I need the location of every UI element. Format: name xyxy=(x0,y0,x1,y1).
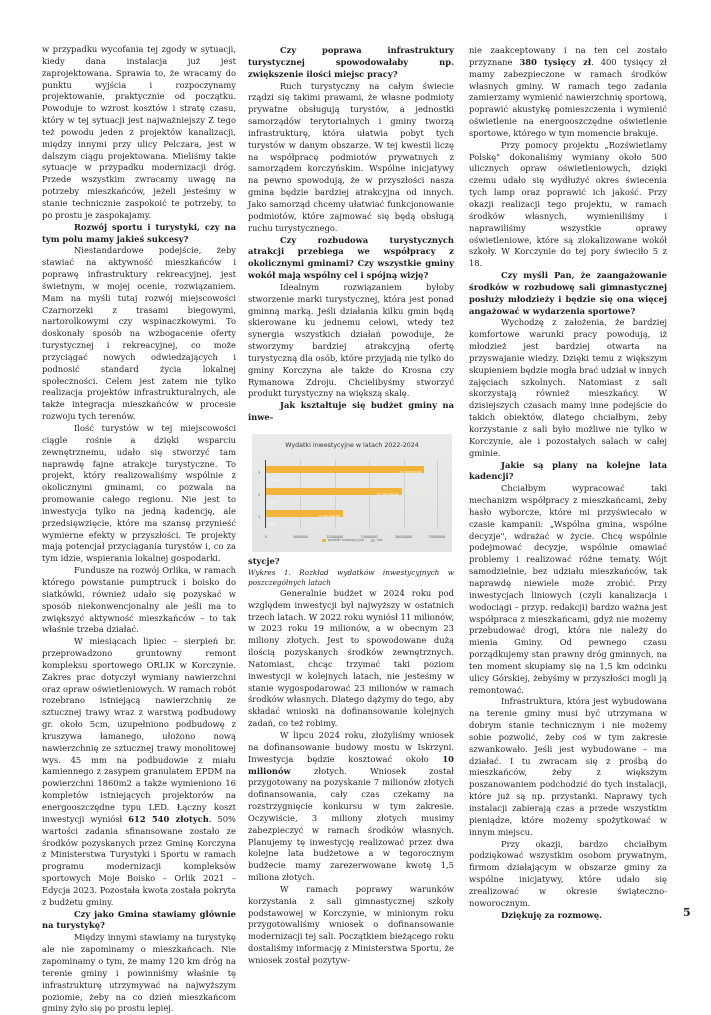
legend-label: wydatki inwestycyjne xyxy=(327,538,364,543)
bar-2022 xyxy=(266,510,343,517)
legend-swatch xyxy=(371,539,375,542)
article-column-1 xyxy=(42,44,236,1015)
bar-2024 xyxy=(266,466,424,473)
chart-caption: Wykres 1. Rozkład wydatków inwestycyjnych w poszczególnych latach xyxy=(248,567,454,587)
paragraph: Wychodzę z założenia, że bardziej komfortowe warunki pracy powodują, iż młodzież jest bardziej otwarta na przyswajanie wiedzy. Dzięki temu z większym skupieniem będzie mogła brać udział w innych zajęciach szkolnych. Natomiast z sali skorzystają również mieszkańcy. W dzisiejszych czasach mamy inne podejście do takich obiektów, dlatego chciałbym, żeby korzystanie z sali było możliwe nie tylko w Korczynie, ale i pozostałych salach w całej gminie. xyxy=(469,317,667,458)
interview-question: Czy rozbudowa turystycznych atrakcji przebiega we współpracy z okolicznymi gminami? Czy wszystkie gminy wokół mają wspólny cel i spójną wizję? xyxy=(248,234,454,281)
text: złotych. Wniosek został przygotowany na pozyskanie 7 milionów złotych dofinansowania, cały czas czekamy na rozstrzygnięcie konkursu w tym zakresie. Oczywiście, 3 miliony złotych musimy zabezpieczyć w ramach środków własnych. Planujemy tę inwestycję realizować przez dwa kolejne lata budżetowe a w tegorocznym budżecie mamy zarezerwowane kwotę 1,5 miliona złotych. xyxy=(248,765,454,883)
interview-question: Jakie są plany na kolejne lata kadencji? xyxy=(469,459,667,482)
paragraph: Niestandardowe podejście, żeby stawiać na aktywność mieszkańców i poprawę infrastruktury rekreacyjnej, jest świetnym, w mojej ocenie, rozwiązaniem. Mam na myśli tutaj rozwój miejscowości Czarnorzeki z trasami biegowymi, nartorolkowymi czy wspinaczkowymi. To doskonały sposób na wzbogacenie oferty turystycznej i rekreacyjnej, co może przyciągać nowych odwiedzających i podnosić standard życia lokalnej społeczności. Celem jest zatem nie tylko realizacja projektów infrastrukturalnych, ale także integracja mieszkańców w procesie rozwoju tych terenów. xyxy=(42,245,236,422)
paragraph: Idealnym rozwiązaniem byłoby stworzenie marki turystycznej, która jest ponad gminną marką. Jeśli działania kilku gmin będą skierowane ku jednemu celowi, wtedy też synergia wszystkich działań powoduje, że stworzymy bardziej atrakcyjną ofertę turystyczną dla osób, które przyjadą nie tylko do gminy Korczyna ale także do Krosna czy Rymanowa Zdroju. Chcielibyśmy stworzyć produkt turystyczny na większą skalę. xyxy=(248,281,454,399)
article-column-3 xyxy=(469,45,667,921)
interview-question: Rozwój sportu i turystyki, czy na tym polu mamy jakieś sukcesy? xyxy=(42,221,236,244)
closing-remark: Dziękuję za rozmowę. xyxy=(501,909,603,920)
category-label: 3 xyxy=(258,471,261,475)
investment-bar-chart xyxy=(252,434,452,552)
paragraph: Przy pomocy projektu „Rozświetlamy Polskę" dokonaliśmy wymiany około 500 ulicznych opraw oświetleniowych, dzięki czemu udało się wydłużyć okres świecenia tych lamp oraz poprawić ich jakość. Przy okazji realizacji tego projektu, w ramach środków własnych, wymieniliśmy i naprawiliśmy wszystkie oprawy oświetleniowe, które są zlokalizowane wokół szkoły. W Korczynie do tej pory świeciło 5 z 18. xyxy=(469,139,667,269)
highlight-amount: 380 tysięcy zł xyxy=(519,56,592,67)
chart-plot-area xyxy=(258,460,446,539)
x-tick-label: 25000000 xyxy=(428,535,446,539)
paragraph xyxy=(248,730,454,884)
x-tick-label: 5000000 xyxy=(293,535,308,539)
bar-year-label: 2023 xyxy=(269,500,277,504)
legend-swatch xyxy=(322,539,326,542)
interview-question: Czy poprawa infrastruktury turystycznej spowodowałaby np. zwiększenie ilości miejsc pracy? xyxy=(248,45,454,79)
interview-question: stycje? xyxy=(248,556,280,566)
paragraph: Generalnie budżet w 2024 roku pod względem inwestycji był najwyższy w ostatnich trzech latach. W 2022 roku wyniósł 11 milionów, w 2023 roku 19 milionów, a w obecnym 23 miliony złotych. Jest to spowodowane dużą ilością pozyskanych środków zewnętrznych. Natomiast, chcąc trzymać taki poziom inwestycji w kolejnych latach, nie jesteśmy w stanie wygospodarować 23 milionów w ramach środków własnych. Dlatego dążymy do tego, aby składać wnioski na dofinansowanie kolejnych zadań, co też robimy. xyxy=(248,587,454,729)
paragraph: Między innymi stawiamy na turystykę ale nie zapominamy o mieszkańcach. Nie zapominamy o tym, że mamy 120 km dróg na terenie gminy i powinniśmy właśnie tę infrastrukturę utrzymywać na najwyższym poziomie, żeby na co dzień mieszkańcom gminy żyło się po prostu lepiej. xyxy=(42,932,236,1014)
paragraph: Fundusze na rozwój Orlika, w ramach którego powstanie pumptruck i boisko do siatkówki, również udało się pozyskać w sposób niekonwencjonalny ale jeśli ma to zwiększyć aktywność mieszkańców – to tak właśnie trzeba działać. xyxy=(42,565,236,635)
category-label: 2 xyxy=(258,493,261,497)
article-column-2 xyxy=(248,45,454,967)
text: nie zaakceptowany i na ten cel zostało przyznane xyxy=(469,45,667,67)
interview-question: Jak kształtuje się budżet gminy na inwe- xyxy=(248,400,454,423)
bar-year-label: 2022 xyxy=(269,522,277,526)
bar-year-label: 2024 xyxy=(269,478,277,482)
text: W miesiącach lipiec – sierpień br. przeprowadzono gruntowny remont kompleksu sportowego ORLIK w Korczynie. Zakres prac dotyczył wymiany nawierzchni oraz opraw oświetleniowych. W ramach robót rozebrano istniejącą nawierzchnię ze sztucznej trawy wraz z warstwą podbudowy gr. około 5cm, uzupełniono podbudowę z kruszywa łamanego, ułożono nową nawierzchnię ze sztucznej trawy monolitowej wys. 45 mm na podbudowie z miału kamiennego z zasypem granulatem EPDM na powierzchni 1860m2 a także wymieniono 16 kompletów istniejących projektorów na energooszczędne typu LED. Łączny koszt inwestycji wyniósł xyxy=(42,636,236,824)
bar-value-label: 19 700 000,00 xyxy=(376,492,399,496)
legend-label: rok xyxy=(377,538,383,543)
x-tick-label: 10000000 xyxy=(326,535,344,539)
highlight-amount: 10 milionów xyxy=(248,753,454,776)
bar-value-label: 23 000 000,00 xyxy=(399,470,422,474)
x-tick-label: 0 xyxy=(264,535,268,539)
text: . 400 tysięcy zł mamy zabezpieczone w ramach środków własnych gminy. W ramach tego zadania zamierzamy wymienić nawierzchnię sportową, poprawić akustykę pomieszczenia i wymienić oświetlenie na energooszczędne oświetlenie sportowe, którego w tym momencie brakuje. xyxy=(469,56,667,138)
paragraph xyxy=(469,45,667,140)
text: . 50% wartości zadania sfinansowane zostało ze środków pozyskanych przez Gminę Korczyna z Ministerstwa Turystyki i Sportu w ramach programu modernizacji kompleksów sportowych Moje Boisko – Orlik 2021 – Edycja 2023. Pozostała kwota została pokryta z budżetu gminy. xyxy=(42,813,236,907)
bar-value-label: 11 200 000,00 xyxy=(318,514,340,518)
bar-2023 xyxy=(266,488,402,495)
paragraph: Ilość turystów w tej miejscowości ciągle rośnie a dzięki wsparciu zewnętrznemu, udało się stworzyć tam naprawdę fajne atrakcje turystyczne. To projekt, który realizowaliśmy wspólnie z okolicznymi gminami, co pozwala na promowanie całego regionu. Nie jest to inwestycja tylko na jedną kadencję, ale przedsięwzięcie, które ma szansę przynieść wymierne efekty w przyszłości. Te projekty mają potencjał przyciągania turystów i, co za tym idzie, wspierania lokalnej gospodarki. xyxy=(42,423,236,564)
paragraph xyxy=(42,636,236,908)
x-tick-label: 15000000 xyxy=(360,535,378,539)
category-label: 1 xyxy=(258,515,261,519)
paragraph: W ramach poprawy warunków korzystania z sali gimnastycznej szkoły podstawowej w Korczynie, w minionym roku przygotowaliśmy wniosek o dofinansowanie modernizacji tej sali. Początkiem bieżącego roku dostaliśmy informację z Ministerstwa Sportu, że wniosek został pozytyw- xyxy=(248,883,454,965)
interview-question: Czy myśli Pan, że zaangażowanie środków w rozbudowę sali gimnastycznej posłuży młodzieży i będzie się ona więcej angażować w wydarzenia sportowe? xyxy=(469,270,667,316)
chart-legend xyxy=(252,535,452,547)
chart-title: Wydatki inwestycyjne w latach 2022-2024 xyxy=(285,442,419,449)
paragraph: Przy okazji, bardzo chciałbym podziękować wszystkim osobom prywatnym, firmom działającym w obszarze gminy za wspólne inicjatywy, które udało się zrealizować w okresie świąteczno-noworocznym. xyxy=(469,838,667,908)
interview-question: Czy jako Gmina stawiamy głównie na turystykę? xyxy=(42,908,236,931)
highlight-amount: 612 540 złotych xyxy=(128,813,209,824)
paragraph: Chciałbym wypracować taki mechanizm współpracy z mieszkańcami, żeby hasło wyborcze, które mi przyświecało w czasie kampanii: „Wspólna gmina, wspólne decyzje", wdrażać w życie. Chcę wspólnie podejmować decyzje, wspólnie omawiać problemy i realizować różne tematy. Wójt samodzielnie, bez udziału mieszkańców, tak naprawdę niewiele może zrobić. Przy inwestycjach liniowych (czyli kanalizacja i wodociągi – przyp. redakcji) bardzo ważna jest współpraca z mieszkańcami, gdyż nie możemy przebudować drogi, która nie należy do mienia Gminy. Od pewnego czasu porządkujemy stan prawny dróg gminnych, na ten moment skupiamy się na 1,5 km odcinku ulicy Górskiej, żebyśmy w przyszłości mogli ją remontować. xyxy=(469,483,667,695)
paragraph: Ruch turystyczny na całym świecie rządzi się takimi prawami, że własne podmioty prywatne obsługują turystów, a jednostki samorządów terytorialnych i gminy tworzą infrastrukturę, która ułatwia pobyt tych turystów w danym obszarze. W tej kwestii liczę na współpracę podmiotów prywatnych z samorządem korczyńskim. Wspólne inicjatywy na pewno spowodują, że w przyszłości nasza gmina będzie bardziej atrakcyjna od innych. Jako samorząd chcemy ułatwiać funkcjonowanie podmiotów, które zajmować się będą obsługą ruchu turystycznego. xyxy=(248,80,454,233)
x-tick-label: 20000000 xyxy=(395,535,412,539)
paragraph: w przypadku wycofania tej zgody w sytuacji, kiedy dana instalacja już jest zaprojektowana. Sprawia to, że wracamy do punktu wyjścia i rozpoczynamy projektowanie, praktycznie od początku. Powoduje to wzrost kosztów i stratę czasu, który w tej sytuacji jest najważniejszy Z tego też powodu jeden z projektów kanalizacji, między innymi przy ulicy Pelczara, jest w dalszym ciągu projektowana. Mieliśmy takie sytuacje w przypadku modernizacji dróg. Przede wszystkim zwracamy uwagę na potrzeby mieszkańców, jeżeli jesteśmy w stanie technicznie zaspokoić te potrzeby, to po prostu je zaspokajamy. xyxy=(42,44,236,220)
page-number: 5 xyxy=(683,906,691,919)
gridline xyxy=(437,460,438,528)
text: W lipcu 2024 roku, złożyliśmy wniosek na dofinansowanie budowy mostu w Iskrzyni. Inwestycja będzie kosztować około xyxy=(248,729,454,764)
paragraph: Infrastruktura, która jest wybudowana na terenie gminy musi być utrzymana w dobrym stanie technicznym i nie możemy sobie pozwolić, żeby coś w tym zakresie szwankowało. Jeśli jest wybudowane – ma działać. I tu zwracam się z prośbą do mieszkańców, żeby z większym poszanowaniem podchodzić do tych instalacji, które już są np. przystanki. Naprawy tych instalacji zabierają czas a przede wszystkim pieniądze, które możemy spożytkować w innym miejscu. xyxy=(469,696,667,837)
